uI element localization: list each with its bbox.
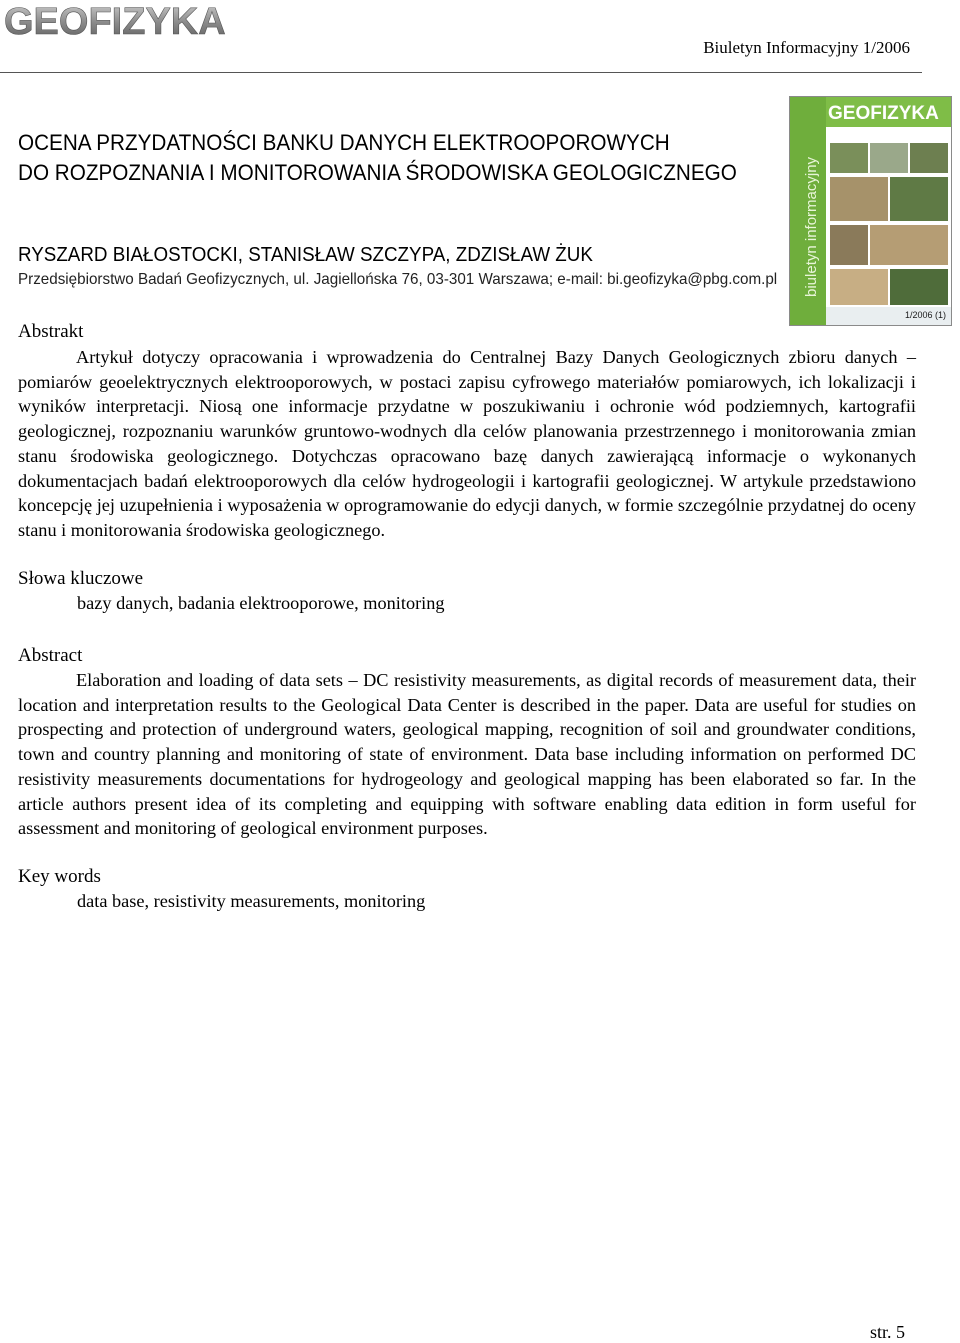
key-words: data base, resistivity measurements, monitoring — [77, 891, 426, 911]
journal-cover-image: GEOFIZYKA biuletyn informacyjny 1/2006 (1) — [789, 96, 952, 326]
abstract-body: Elaboration and loading of data sets – DC resistivity measurements, as digital records of measurement data, their location and interpretation results to the Geological Data Center is described in the paper. Data are useful for studies on prospecting and protection of underground waters, geological mapping, recognition of soil and groundwater conditions, town and country planning and monitoring of state of environment. Data base including information on performed DC resistivity measurements documentations for hydrogeology and geological mapping has been elaborated so far. In the article authors present idea of its completing and equipping with software enabling data edition in form useful for assessment and monitoring of geological environment purposes. — [18, 670, 916, 839]
abstract-heading: Abstract — [18, 645, 83, 666]
slowa-kluczowe-heading: Słowa kluczowe — [18, 568, 144, 589]
key-words-heading: Key words — [18, 866, 101, 887]
authors: RYSZARD BIAŁOSTOCKI, STANISŁAW SZCZYPA, ZDZISŁAW ŻUK — [18, 244, 593, 266]
header-divider — [0, 72, 922, 73]
abstrakt-body: Artykuł dotyczy opracowania i wprowadzenia do Centralnej Bazy Danych Geologicznych zbioru danych – pomiarów geoelektrycznych elektrooporowych, w postaci zapisu cyfrowego materiałów pomiarowych, ich lokalizacji i wyników interpretacji. Niosą one informacje przydatne w poszukiwaniu i ochronie wód podziemnych, kartografii geologicznej, rozpoznaniu warunków gruntowo-wodnych dla celów planowania przestrzennego i monitorowania zmian stanu środowiska geologicznego. Dotychczas opracowano bazę danych zawierającą informacje o wykonanych dokumentacjach badań elektrooporowych dla celów hydrogeologii i kartografii geologicznej. W artykule przedstawiono koncepcję jej uzupełnienia i wyposażenia w oprogramowanie do edycji danych, w formie szczególnie przydatnej do oceny stanu i monitorowania środowiska geologicznego. — [18, 347, 916, 540]
svg-text:biuletyn informacyjny: biuletyn informacyjny — [803, 156, 820, 297]
affiliation: Przedsiębiorstwo Badań Geofizycznych, ul. Jagiellońska 76, 03-301 Warszawa; e-mail: bi.geofizyka@pbg.com.pl — [18, 271, 778, 288]
title-line-2: DO ROZPOZNANIA I MONITOROWANIA ŚRODOWISKA GEOLOGICZNEGO — [18, 160, 737, 185]
svg-text:GEOFIZYKA: GEOFIZYKA — [4, 1, 226, 42]
geofizyka-logo — [0, 0, 290, 42]
page-number: str. 5 — [870, 1322, 906, 1342]
journal-title: Biuletyn Informacyjny 1/2006 — [703, 38, 910, 57]
abstrakt-heading: Abstrakt — [18, 321, 84, 342]
article-title — [18, 128, 737, 188]
title-line-1: OCENA PRZYDATNOŚCI BANKU DANYCH ELEKTROOPOROWYCH — [18, 130, 670, 155]
slowa-kluczowe: bazy danych, badania elektrooporowe, monitoring — [77, 593, 445, 613]
svg-text:GEOFIZYKA: GEOFIZYKA — [828, 103, 939, 124]
